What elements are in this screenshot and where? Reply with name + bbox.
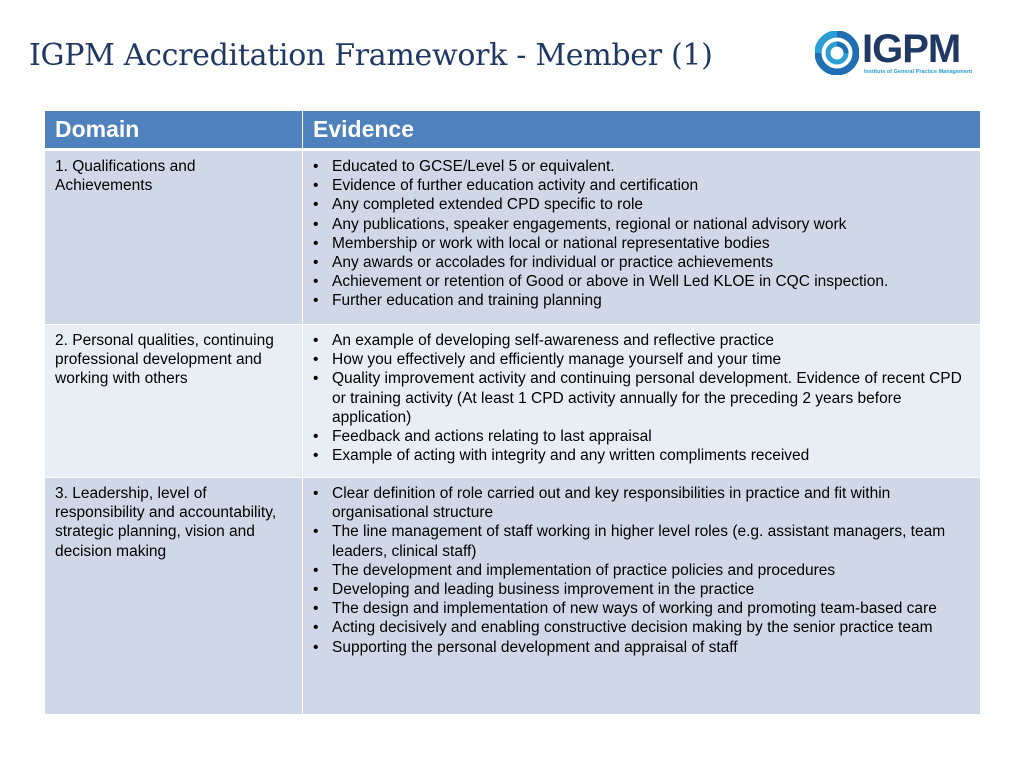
table-row <box>45 478 981 715</box>
evidence-list <box>313 157 970 311</box>
igpm-logo <box>815 27 985 80</box>
evidence-cell <box>303 150 981 325</box>
evidence-item: • Quality improvement activity and continuing personal development. Evidence of recent CPD or training activity (At least 1 CPD activity annually for the preceding 2 years before application) <box>313 369 970 427</box>
evidence-item: • Any publications, speaker engagements, regional or national advisory work <box>313 215 970 234</box>
evidence-item: • Feedback and actions relating to last appraisal <box>313 427 970 446</box>
evidence-item: • An example of developing self-awareness and reflective practice <box>313 331 970 350</box>
evidence-item: • The design and implementation of new ways of working and promoting team-based care <box>313 599 970 618</box>
evidence-item: • Any awards or accolades for individual or practice achievements <box>313 253 970 272</box>
domain-cell: 1. Qualifications and Achievements <box>45 150 303 325</box>
evidence-list <box>313 331 970 465</box>
accreditation-table <box>44 110 981 715</box>
evidence-cell <box>303 478 981 715</box>
evidence-item: • Developing and leading business improvement in the practice <box>313 580 970 599</box>
evidence-item: • How you effectively and efficiently manage yourself and your time <box>313 350 970 369</box>
evidence-item: • The development and implementation of practice policies and procedures <box>313 561 970 580</box>
evidence-cell <box>303 325 981 478</box>
evidence-item: • Example of acting with integrity and any written compliments received <box>313 446 970 465</box>
table-header-row <box>45 111 981 150</box>
table-row <box>45 150 981 325</box>
domain-cell: 2. Personal qualities, continuing professional development and working with others <box>45 325 303 478</box>
evidence-item: • Further education and training planning <box>313 291 970 310</box>
evidence-item: • Membership or work with local or national representative bodies <box>313 234 970 253</box>
evidence-list <box>313 484 970 657</box>
evidence-item: • Any completed extended CPD specific to role <box>313 195 970 214</box>
evidence-item: • Acting decisively and enabling constructive decision making by the senior practice team <box>313 618 970 637</box>
column-header-evidence: Evidence <box>303 111 981 150</box>
evidence-item: • Supporting the personal development and appraisal of staff <box>313 638 970 657</box>
page-title: IGPM Accreditation Framework - Member (1) <box>29 38 713 73</box>
evidence-item: • Evidence of further education activity and certification <box>313 176 970 195</box>
evidence-item: • Clear definition of role carried out and key responsibilities in practice and fit within organisational structure <box>313 484 970 522</box>
evidence-item: • Achievement or retention of Good or above in Well Led KLOE in CQC inspection. <box>313 272 970 291</box>
column-header-domain: Domain <box>45 111 303 150</box>
igpm-logo-mark-icon <box>815 31 859 75</box>
logo-wordmark: IGPM <box>862 27 961 71</box>
table-row <box>45 325 981 478</box>
evidence-item: • The line management of staff working in higher level roles (e.g. assistant managers, team leaders, clinical staff) <box>313 522 970 560</box>
evidence-item: • Educated to GCSE/Level 5 or equivalent. <box>313 157 970 176</box>
logo-subtitle: Institute of General Practice Management <box>864 69 973 75</box>
domain-cell: 3. Leadership, level of responsibility and accountability, strategic planning, vision and decision making <box>45 478 303 715</box>
